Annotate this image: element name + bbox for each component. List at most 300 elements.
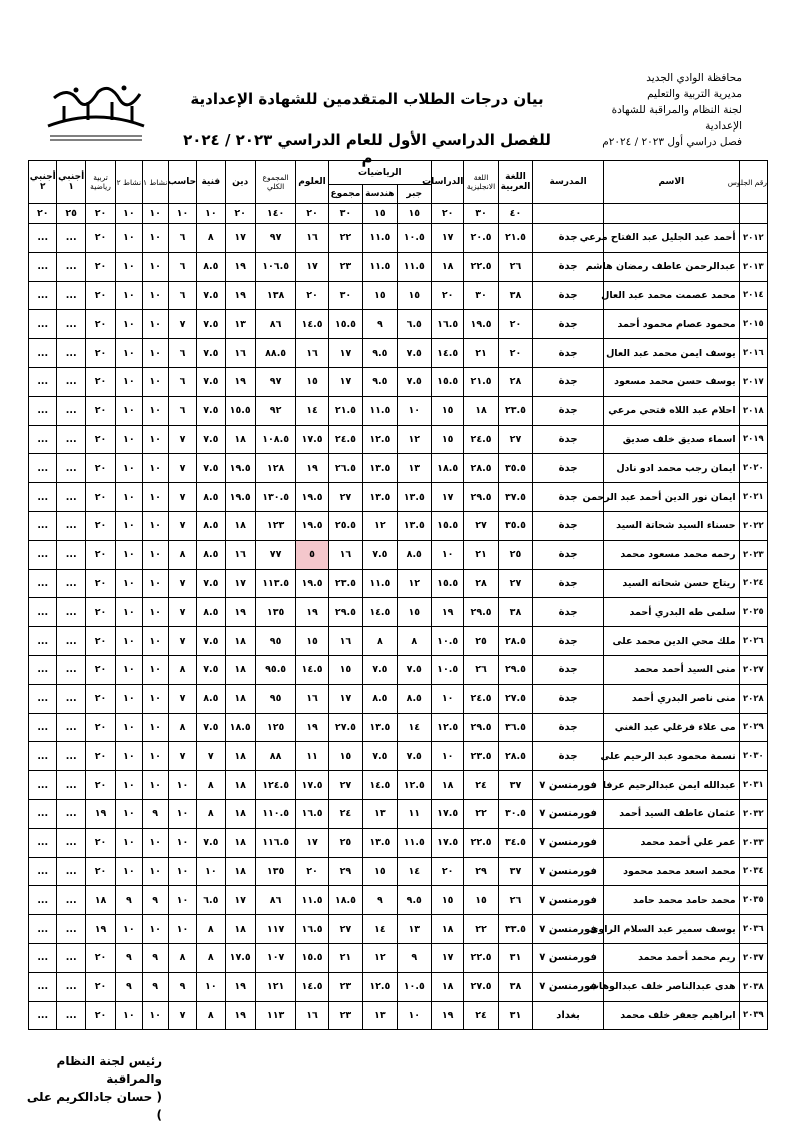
grade-cell: ٩ [142,943,168,972]
grade-cell: ٢١.٥ [328,396,362,425]
grade-cell: ٢٠ [431,281,463,310]
max-cell: ٢٠ [225,204,255,224]
grade-cell: ١٠٧ [255,943,295,972]
grade-cell: ١٩ [225,367,255,396]
school-cell: جدة [533,339,604,368]
grade-cell: ١٤.٥ [296,655,328,684]
grade-cell: ١٥ [397,281,431,310]
student-name-cell: عبدالله ايمن عبدالرحيم عرفا [604,771,740,800]
max-cell: ٣٠ [464,204,498,224]
grade-cell: ٨.٥ [197,684,225,713]
grade-cell: ٢٠ [85,310,115,339]
grade-cell: ١٨.٥ [431,454,463,483]
grade-cell: ٣٣.٥ [498,915,532,944]
school-cell: جدة [533,425,604,454]
grade-cell: ٨.٥ [197,483,225,512]
grade-cell: ١٣.٥ [363,828,397,857]
grade-cell: ١٦.٥ [431,310,463,339]
grade-cell: ٢٤ [464,1001,498,1030]
grade-cell: ١٦.٥ [296,915,328,944]
grade-cell: ٢٥ [498,540,532,569]
grade-cell: ١٩ [431,1001,463,1030]
grade-cell: ... [57,252,85,281]
grade-cell: ١٦ [225,339,255,368]
grade-cell: ٧.٥ [363,655,397,684]
grade-cell: ١٩.٥ [296,483,328,512]
grade-cell: ١٥ [431,396,463,425]
grade-cell: ١٠ [116,396,142,425]
grade-cell: ١٠ [431,742,463,771]
grade-cell: ٢٠ [85,713,115,742]
grade-cell: ١٦ [296,339,328,368]
grade-cell: ٣٨ [498,281,532,310]
grade-cell: ٢٠ [498,310,532,339]
grade-cell: ٨ [197,915,225,944]
grade-cell: ٧ [168,569,196,598]
grade-cell: ٨ [168,943,196,972]
seat-number-cell: ٢٠٢٩ [739,713,767,742]
grade-cell: ١٩ [296,454,328,483]
grade-cell: ... [57,598,85,627]
grade-cell: ١٢.٥ [397,771,431,800]
grade-cell: ٢٨.٥ [498,627,532,656]
school-cell: جدة [533,396,604,425]
grade-cell: ١٠٨.٥ [255,425,295,454]
student-name-cell: محمد عصمت محمد عبد العال [604,281,740,310]
grade-cell: ١٠ [142,857,168,886]
grade-cell: ١٨ [85,886,115,915]
grade-cell: ١٩ [85,915,115,944]
grade-cell: ١٨ [431,771,463,800]
grade-cell: ١٣ [397,915,431,944]
grade-cell: ٢٠ [85,396,115,425]
grade-cell: ... [57,310,85,339]
grade-cell: ٧ [168,454,196,483]
grade-cell: ١٣٨ [255,281,295,310]
grade-cell: ١٣.٥ [363,454,397,483]
th-foreign1: أجنبي ١ [57,161,85,204]
grade-cell: ١٢٨ [255,454,295,483]
grade-cell: ٣٨ [498,598,532,627]
th-activity1: نشاط ١ [142,161,168,204]
school-cell: فورمنسن ٧ [533,915,604,944]
seat-number-cell: ٢٠١٤ [739,281,767,310]
student-name-cell: هدى عبدالناصر خلف عبدالوهاب [604,972,740,1001]
grade-cell: ... [29,367,57,396]
grade-cell: ٩٥.٥ [255,655,295,684]
grade-cell: ١٥ [296,367,328,396]
grades-body [29,224,768,1030]
grade-cell: ٣١ [498,943,532,972]
grade-cell: ١٠ [397,1001,431,1030]
grade-cell: ٧.٥ [197,454,225,483]
table-row [29,540,768,569]
grade-cell: ٢٤ [464,771,498,800]
grade-cell: ٧.٥ [397,339,431,368]
max-cell: ٤٠ [498,204,532,224]
grade-cell: ٧.٥ [197,281,225,310]
grade-cell: ٢٠ [296,857,328,886]
grade-cell: ١٣.٥ [397,483,431,512]
grade-cell: ٧.٥ [397,655,431,684]
seat-number-cell: ٢٠١٦ [739,339,767,368]
grade-cell: ١٨ [225,627,255,656]
grade-cell: ... [57,483,85,512]
grade-cell: ١٠.٥ [431,655,463,684]
grade-cell: ٨ [168,655,196,684]
grade-cell: ١٠ [116,684,142,713]
grade-cell: ١٩ [85,799,115,828]
grade-cell: ١١.٥ [397,828,431,857]
grade-cell: ٩.٥ [397,886,431,915]
authority-line-term: فصل دراسي أول ٢٠٢٣ / ٢٠٢٤م [602,136,742,148]
grade-cell: ٢٢ [464,799,498,828]
grade-cell: ٢٠ [296,281,328,310]
table-row [29,915,768,944]
grade-cell: ٢٥ [464,627,498,656]
grade-cell: ... [29,684,57,713]
grade-cell: ١٥.٥ [296,943,328,972]
grade-cell: ٢٠ [431,857,463,886]
grade-cell: ٢٢.٥ [464,943,498,972]
grade-cell: ١٠ [116,655,142,684]
grade-cell: ... [57,655,85,684]
grade-cell: ٨ [197,1001,225,1030]
th-algebra: جبر [397,185,431,204]
grade-cell: ١٠ [116,771,142,800]
school-cell: جدة [533,281,604,310]
school-cell: جدة [533,310,604,339]
grade-cell: ١٠ [142,339,168,368]
max-cell: ١٥ [397,204,431,224]
grade-cell: ١٩ [225,598,255,627]
student-name-cell: ايمان نور الدين أحمد عبد الرحمن [604,483,740,512]
grade-cell: ... [57,1001,85,1030]
grade-cell: ١٣.٥ [397,511,431,540]
grade-cell: ١٧.٥ [431,799,463,828]
table-row [29,627,768,656]
grade-cell: ٩٥ [255,627,295,656]
grade-cell: ١٥ [363,281,397,310]
grade-cell: ١٧.٥ [296,425,328,454]
grade-cell: ١١٦.٥ [255,828,295,857]
grade-cell: ١٦ [296,1001,328,1030]
grade-cell: ١١.٥ [363,224,397,253]
student-name-cell: ريتاج حسن شحاته السيد [604,569,740,598]
grade-cell: ٢٩ [464,857,498,886]
grade-cell: ١١٧ [255,915,295,944]
table-row [29,569,768,598]
grade-cell: ٣٤.٥ [498,828,532,857]
grade-cell: ٧.٥ [197,655,225,684]
grade-cell: ١١.٥ [397,252,431,281]
grade-cell: ... [57,799,85,828]
grade-cell: ٢٢.٥ [464,252,498,281]
grade-cell: ١٣ [363,799,397,828]
grade-cell: ١٠ [142,771,168,800]
school-cell: جدة [533,483,604,512]
grade-cell: ٩٥ [255,684,295,713]
grade-cell: ١٤.٥ [431,339,463,368]
grade-cell: ٢٧ [498,425,532,454]
school-cell: فورمنسن ٧ [533,857,604,886]
table-row [29,943,768,972]
grade-cell: ١٠ [142,281,168,310]
seat-number-cell: ٢٠٣١ [739,771,767,800]
grade-cell: ١٧ [431,943,463,972]
grade-cell: ٩ [168,972,196,1001]
student-name-cell: محمد اسعد محمد محمود [604,857,740,886]
grade-cell: ١٣ [397,454,431,483]
school-cell: فورمنسن ٧ [533,886,604,915]
grade-cell: ١٠ [116,1001,142,1030]
grade-cell: ١٣٠.٥ [255,483,295,512]
grade-cell: ٣٥.٥ [498,454,532,483]
grade-cell: ١٠ [197,857,225,886]
grade-cell: ١٢.٥ [363,425,397,454]
grade-cell: ١٨ [431,252,463,281]
grade-cell: ... [29,771,57,800]
grade-cell: ٢٠ [85,943,115,972]
max-cell: ١٠ [116,204,142,224]
grade-cell: ... [57,627,85,656]
grade-cell: ٢١.٥ [464,367,498,396]
grade-cell: ٢٠ [85,598,115,627]
grade-cell: ١٨ [464,396,498,425]
student-name-cell: محمود عصام محمود أحمد [604,310,740,339]
grade-cell: ١٠ [116,252,142,281]
grade-cell: ... [29,598,57,627]
grade-cell: ١٩ [225,252,255,281]
grade-cell: ١٥ [328,655,362,684]
grade-cell: ... [29,252,57,281]
grade-cell: ١٤ [397,857,431,886]
grade-cell: ١٤ [296,396,328,425]
grade-cell: ... [29,483,57,512]
table-row [29,367,768,396]
grade-cell: ١٢ [397,425,431,454]
student-name-cell: مى علاء فرغلي عبد الغني [604,713,740,742]
grade-cell: ١٠ [142,511,168,540]
grade-cell: ٨ [397,627,431,656]
grade-cell: ... [57,367,85,396]
grade-cell: ٧ [168,684,196,713]
grade-cell: ٢٣ [328,252,362,281]
grade-cell: ١٧ [296,828,328,857]
grade-cell: ١١.٥ [363,569,397,598]
grade-cell: ... [29,310,57,339]
grade-cell: ... [57,771,85,800]
grade-cell: ٢٩ [328,857,362,886]
seat-number-cell: ٢٠٢٦ [739,627,767,656]
grade-cell: ١٤ [363,915,397,944]
grade-cell: ٢٠ [85,972,115,1001]
grade-cell: ... [29,943,57,972]
seat-number-cell: ٢٠٣٦ [739,915,767,944]
grade-cell: ... [57,915,85,944]
student-name-cell: منى السيد أحمد محمد [604,655,740,684]
grade-cell: ١٤.٥ [296,972,328,1001]
seat-number-cell: ٢٠٣٢ [739,799,767,828]
grade-cell: ٧ [168,598,196,627]
grade-cell: ١٥.٥ [431,367,463,396]
grade-cell: ١٣.٥ [363,713,397,742]
school-cell: جدة [533,511,604,540]
grade-cell: ٩ [142,972,168,1001]
grade-cell: ... [29,713,57,742]
grade-cell: ١٧ [225,224,255,253]
grade-cell: ٢٤.٥ [464,425,498,454]
grade-cell: ... [57,569,85,598]
grade-cell: ١٠ [142,1001,168,1030]
grade-cell: ١١ [397,799,431,828]
school-cell: جدة [533,598,604,627]
grade-cell: ١٠ [116,224,142,253]
grade-cell: ٢٩.٥ [464,713,498,742]
grade-cell: ٧.٥ [197,425,225,454]
grade-cell: ٣٧ [498,857,532,886]
seat-number-cell: ٢٠٢٤ [739,569,767,598]
grade-cell: ٩٧ [255,224,295,253]
grade-cell: ١٠ [142,425,168,454]
grade-cell: ١٠ [116,483,142,512]
grade-cell: ٩ [363,886,397,915]
authority-line-governorate: محافظة الوادي الجديد [646,72,742,84]
grade-cell: ١٠ [116,828,142,857]
grade-cell: ٢٦ [498,252,532,281]
grade-cell: ١٥ [431,425,463,454]
grade-cell: ١٠ [168,886,196,915]
grade-cell: ١٦ [328,627,362,656]
table-row [29,483,768,512]
grade-cell: ١١٣ [255,1001,295,1030]
grade-cell: ١٧ [328,367,362,396]
grade-cell: ١٩.٥ [296,569,328,598]
grade-cell: ١٨ [431,915,463,944]
table-row [29,771,768,800]
header-row [29,161,768,185]
grade-cell: ١٧.٥ [225,943,255,972]
grade-cell: ١٠ [142,828,168,857]
grade-cell: ٣١ [498,1001,532,1030]
grade-cell: ١٨ [225,828,255,857]
grade-cell: ٢٠ [85,252,115,281]
seat-number-cell: ٢٠٢٨ [739,684,767,713]
grade-cell: ١٩.٥ [296,511,328,540]
th-school: المدرسة [533,161,604,204]
grade-cell: ٨٨ [255,742,295,771]
grade-cell: ١٠ [116,742,142,771]
grade-cell: ١٥.٥ [225,396,255,425]
grade-cell: ... [29,972,57,1001]
max-cell: ٢٠ [29,204,57,224]
grade-cell: ١٨.٥ [225,713,255,742]
grade-cell: ٨ [363,627,397,656]
grade-cell: ١٠ [142,367,168,396]
grade-cell: ١٨ [225,915,255,944]
grade-cell: ١٥.٥ [328,310,362,339]
grade-cell: ٦.٥ [397,310,431,339]
th-art: فنية [197,161,225,204]
grade-cell: ... [29,281,57,310]
th-social: الدراسات [431,161,463,204]
school-cell: جدة [533,252,604,281]
grade-cell: ٢٠ [85,569,115,598]
grade-cell: ... [57,857,85,886]
table-row [29,511,768,540]
grade-cell: ٧.٥ [197,569,225,598]
grade-cell: ٢٤ [328,799,362,828]
grade-cell: ... [57,684,85,713]
grade-cell: ١٠ [116,915,142,944]
footer-signature [22,1052,162,1124]
grade-cell: ١٤.٥ [363,771,397,800]
grade-cell: ٢٠ [498,339,532,368]
grade-cell: ٧.٥ [197,339,225,368]
grade-cell: ١٧.٥ [431,828,463,857]
grade-cell: ٢٣.٥ [464,742,498,771]
grade-cell: ٩ [397,943,431,972]
grade-cell: ١٥ [296,627,328,656]
grade-cell: ٣٠.٥ [498,799,532,828]
grade-cell: ... [29,339,57,368]
grade-cell: ٦ [168,396,196,425]
school-cell: جدة [533,742,604,771]
max-cell [533,204,604,224]
grade-cell: ١٨ [225,742,255,771]
grade-cell: ٨ [197,799,225,828]
grade-cell: ١٢ [397,569,431,598]
grade-cell: ٧.٥ [197,310,225,339]
table-row [29,425,768,454]
school-cell: جدة [533,627,604,656]
page-subtitle: للفصل الدراسي الأول للعام الدراسي ٢٠٢٣ / ٢٠٢٤ م [183,131,551,167]
school-cell: بغداد [533,1001,604,1030]
grade-cell: ٧ [168,425,196,454]
student-name-cell: ايمان رجب محمد ادو نادل [604,454,740,483]
seat-number-cell: ٢٠١٣ [739,252,767,281]
school-cell: جدة [533,224,604,253]
grade-cell: ٨.٥ [397,684,431,713]
grade-cell: ١٩ [225,1001,255,1030]
grade-cell: ١٠ [168,828,196,857]
school-cell: جدة [533,454,604,483]
table-row [29,454,768,483]
grade-cell: ٣٥.٥ [498,511,532,540]
grade-cell: ١٧ [225,569,255,598]
grade-cell: ٢٩.٥ [464,483,498,512]
max-cell: ٢٠ [85,204,115,224]
grade-cell: ... [57,828,85,857]
certificate-logo [28,78,164,148]
grade-cell: ١٢٣ [255,511,295,540]
grade-cell: ١٠ [142,655,168,684]
grade-cell: ٢٨.٥ [464,454,498,483]
grade-cell: ٨.٥ [197,540,225,569]
seat-number-cell: ٢٠١٧ [739,367,767,396]
grade-cell: ١٨ [225,857,255,886]
grade-cell: ... [57,224,85,253]
table-row [29,1001,768,1030]
seat-number-cell: ٢٠٣٣ [739,828,767,857]
table-row [29,713,768,742]
grade-cell: ١٠ [116,857,142,886]
grade-cell: ... [57,943,85,972]
grade-cell: ٢٠ [85,367,115,396]
school-cell: فورمنسن ٧ [533,771,604,800]
grade-cell: ٨ [168,540,196,569]
grade-cell: ١٠ [197,972,225,1001]
